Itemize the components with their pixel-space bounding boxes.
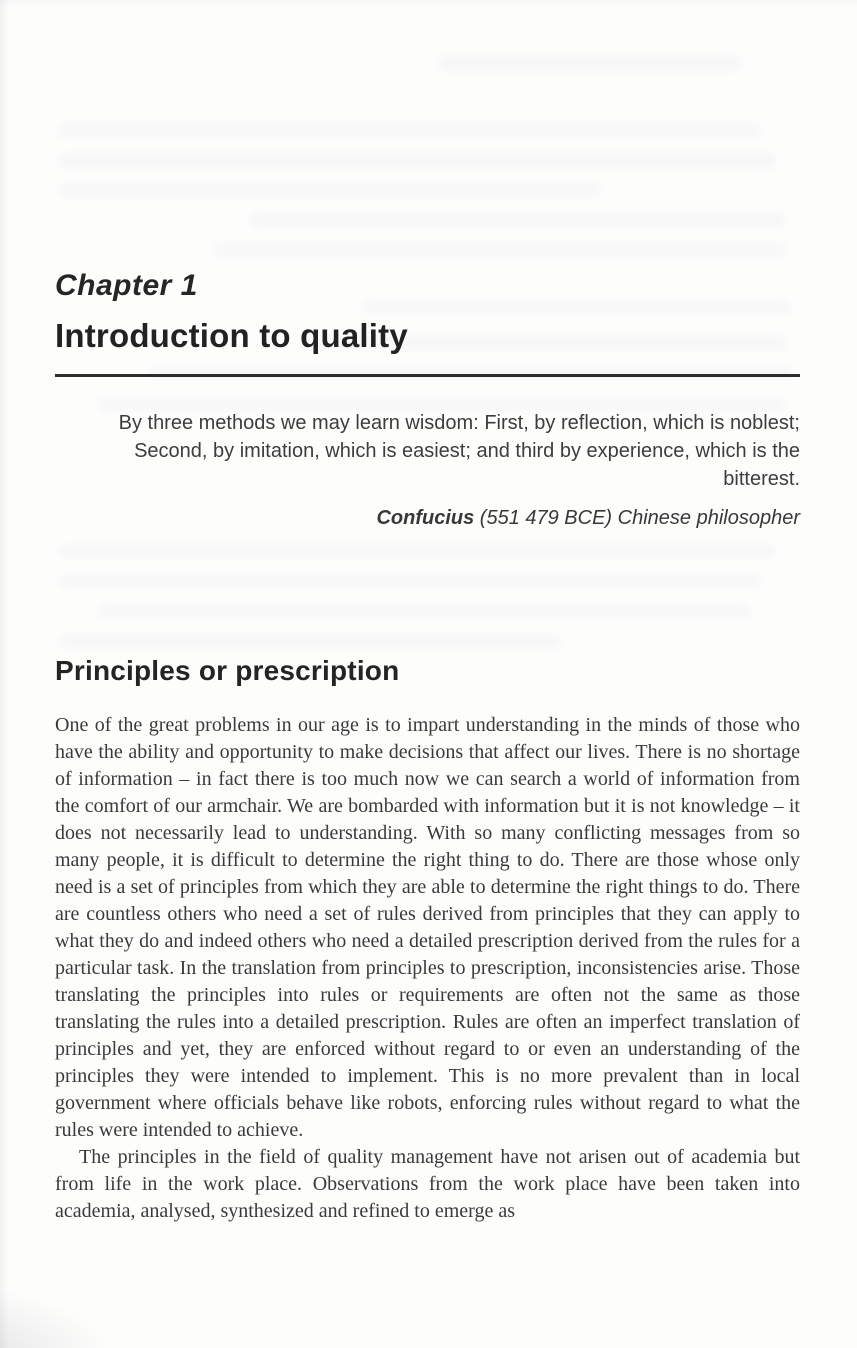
text-column [55, 0, 800, 1225]
chapter-number: Chapter 1 [55, 269, 198, 302]
section-heading: Principles or prescription [55, 655, 400, 687]
body-paragraph-2: The principles in the field of quality management have not arisen out of academia but from life in the work place. Observations from the work place have been taken into academia, analysed, synthesized and refined to emerge as [55, 1145, 800, 1222]
epigraph-author-detail: (551 479 BCE) Chinese philosopher [474, 507, 800, 530]
chapter-title: Introduction to quality [55, 316, 408, 354]
body-paragraph-1: One of the great problems in our age is to impart understanding in the minds of those who have the ability and opportunity to make decisions that affect our lives. There is no shortage of information – in fact there is too much now we can search a world of information from the comfort of our armchair. We are bombarded with information but it is not knowledge – it does not necessarily lead to understanding. With so many conflicting messages from so many people, it is difficult to determine the right thing to do. There are those whose only need is a set of principles from which they are able to determine the right things to do. There are countless others who need a set of rules derived from principles that they can apply to what they do and indeed others who need a detailed prescription derived from the rules for a particular task. In the translation from principles to prescription, inconsistencies arise. Those translating the principles into rules or requirements are often not the same as those translating the rules into a detailed prescription. Rules are often an imperfect translation of principles and yet, they are enforced without regard to or even an understanding of the principles they were intended to implement. This is no more prevalent than in local government where officials behave like robots, enforcing rules without regard to what the rules were intended to achieve. [55, 713, 800, 1141]
epigraph [55, 409, 800, 530]
epigraph-attribution [55, 507, 800, 530]
epigraph-author: Confucius [376, 507, 475, 530]
title-rule [55, 374, 800, 377]
epigraph-text: By three methods we may learn wisdom: First, by reflection, which is noblest; Second, by imitation, which is easiest; and third by experience, which is the bitterest. [118, 412, 800, 491]
